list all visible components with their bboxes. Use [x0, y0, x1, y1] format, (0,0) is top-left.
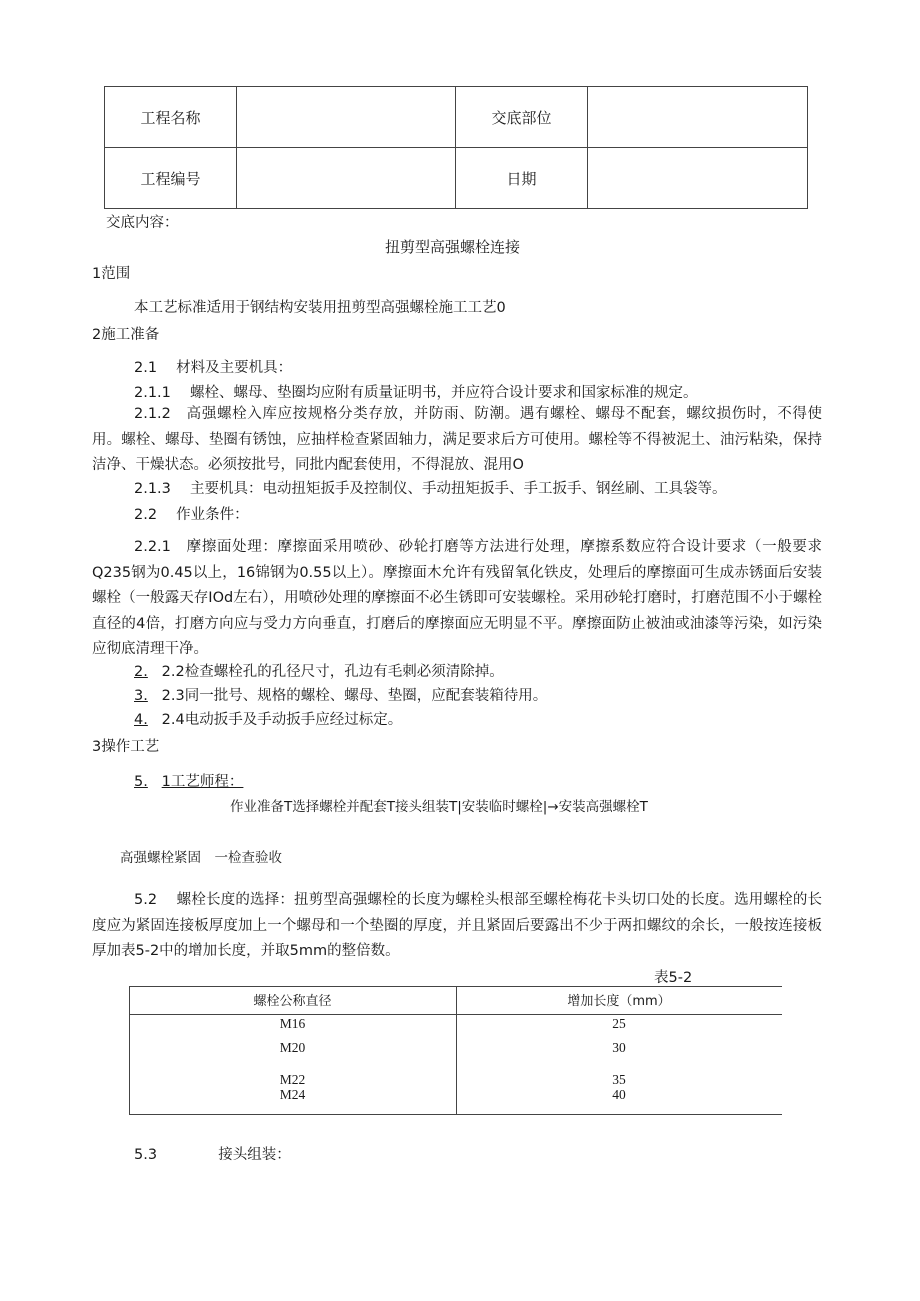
process-flow-line-2: 高强螺栓紧固 一检查验收 — [120, 850, 282, 866]
table-cell-diameter: M24 — [279, 1087, 306, 1102]
table-cell-diameter: M20 — [279, 1040, 306, 1055]
list-item-text: 2.4电动扳手及手动扳手应经过标定。 — [161, 712, 403, 728]
list-item — [134, 770, 243, 791]
para-5-3-number: 5.3 — [134, 1147, 158, 1163]
table-row — [105, 148, 808, 209]
table-caption: 表5-2 — [654, 970, 693, 986]
para-2-1-2: 2.1.2 高强螺栓入库应按规格分类存放，并防雨、防潮。遇有螺栓、螺母不配套，螺纹损伤时，不得使用。螺栓、螺母、垫圈有锈蚀，应抽样检查紧固轴力，满足要求后方可使用。螺栓等不得被泥土、油污粘染，保持洁净、干燥状态。必须按批号，同批内配套使用，不得混放、混用O — [92, 406, 822, 473]
section-1-heading: 1范围 — [92, 266, 131, 282]
list-item-text: 2.3同一批号、规格的螺栓、螺母、垫圈，应配套装箱待用。 — [161, 688, 548, 704]
table-cell-length: 35 — [612, 1072, 626, 1087]
section-2-heading: 2施工准备 — [92, 327, 160, 343]
table-header-length: 增加长度（mm） — [567, 994, 671, 1009]
para-2-1: 2.1 材料及主要机具： — [134, 360, 293, 376]
table-cell-length: 40 — [612, 1087, 626, 1102]
table-cell-diameter: M22 — [279, 1072, 306, 1087]
date-value — [588, 148, 808, 209]
para-2-2-1: 2.2.1 摩擦面处理：摩擦面采用喷砂、砂轮打磨等方法进行处理，摩擦系数应符合设计要求（一般要求Q235钢为0.45以上，16锦钢为0.55以上）。摩擦面木允许有残留氧化铁皮，处理后的摩擦面可生成赤锈面后安装螺栓（一般露天存IOd左右），用喷砂处理的摩擦面不必生锈即可安装螺栓。采用砂轮打磨时，打磨范围不小于螺栓直径的4倍，打磨方向应与受力方向垂直，打磨后的摩擦面应无明显不平。摩擦面防止被油或油漆等污染，如污染应彻底清理干净。 — [92, 539, 822, 657]
list-item-text: 2.2检查螺栓孔的孔径尺寸，孔边有毛刺必须清除掉。 — [161, 664, 504, 680]
list-item-text: 1工艺师程： — [161, 774, 244, 790]
handover-part-label: 交底部位 — [456, 87, 588, 148]
list-item-number: 5. — [134, 774, 148, 790]
list-item-number: 3. — [134, 688, 148, 704]
project-name-value — [237, 87, 456, 148]
list-item — [134, 684, 547, 705]
handover-part-value — [588, 87, 808, 148]
para-2-2: 2.2 作业条件： — [134, 507, 249, 523]
list-item — [134, 660, 504, 681]
table-cell-length: 30 — [612, 1040, 626, 1055]
list-item — [134, 708, 402, 729]
para-5-3-text: 接头组装： — [218, 1147, 291, 1163]
section-1-text: 本工艺标准适用于钢结构安装用扭剪型高强螺栓施工工艺0 — [134, 300, 506, 316]
section-3-heading: 3操作工艺 — [92, 739, 160, 755]
process-flow-line-1: 作业准备T选择螺栓并配套T接头组装T|安装临时螺栓|→安装高强螺栓T — [230, 799, 648, 815]
intro-label: 交底内容： — [106, 215, 179, 231]
doc-title: 扭剪型高强螺栓连接 — [385, 238, 521, 256]
para-2-1-3: 2.1.3 主要机具：电动扭矩扳手及控制仪、手动扭矩扳手、手工扳手、钢丝刷、工具袋等。 — [134, 481, 727, 497]
para-5-3 — [134, 1143, 291, 1164]
table-row — [105, 87, 808, 148]
table-cell-length: 25 — [612, 1016, 626, 1031]
table-border-bottom — [129, 1114, 782, 1115]
para-5-2: 5.2 螺栓长度的选择：扭剪型高强螺栓的长度为螺栓头根部至螺栓梅花卡头切口处的长度。选用螺栓的长度应为紧固连接板厚度加上一个螺母和一个垫圈的厚度，并且紧固后要露出不少于两扣螺纹的余长，一般按连接板厚加表5-2中的增加长度，并取5mm的整倍数。 — [92, 892, 822, 959]
para-2-1-1: 2.1.1 螺栓、螺母、垫圈均应附有质量证明书，并应符合设计要求和国家标准的规定。 — [134, 385, 698, 401]
list-item-number: 2. — [134, 664, 148, 680]
project-name-label: 工程名称 — [105, 87, 237, 148]
list-item-number: 4. — [134, 712, 148, 728]
project-number-value — [237, 148, 456, 209]
table-cell-diameter: M16 — [279, 1016, 306, 1031]
project-number-label: 工程编号 — [105, 148, 237, 209]
table-header-diameter: 螺栓公称直径 — [253, 994, 332, 1009]
project-info-table — [104, 86, 808, 209]
date-label: 日期 — [456, 148, 588, 209]
